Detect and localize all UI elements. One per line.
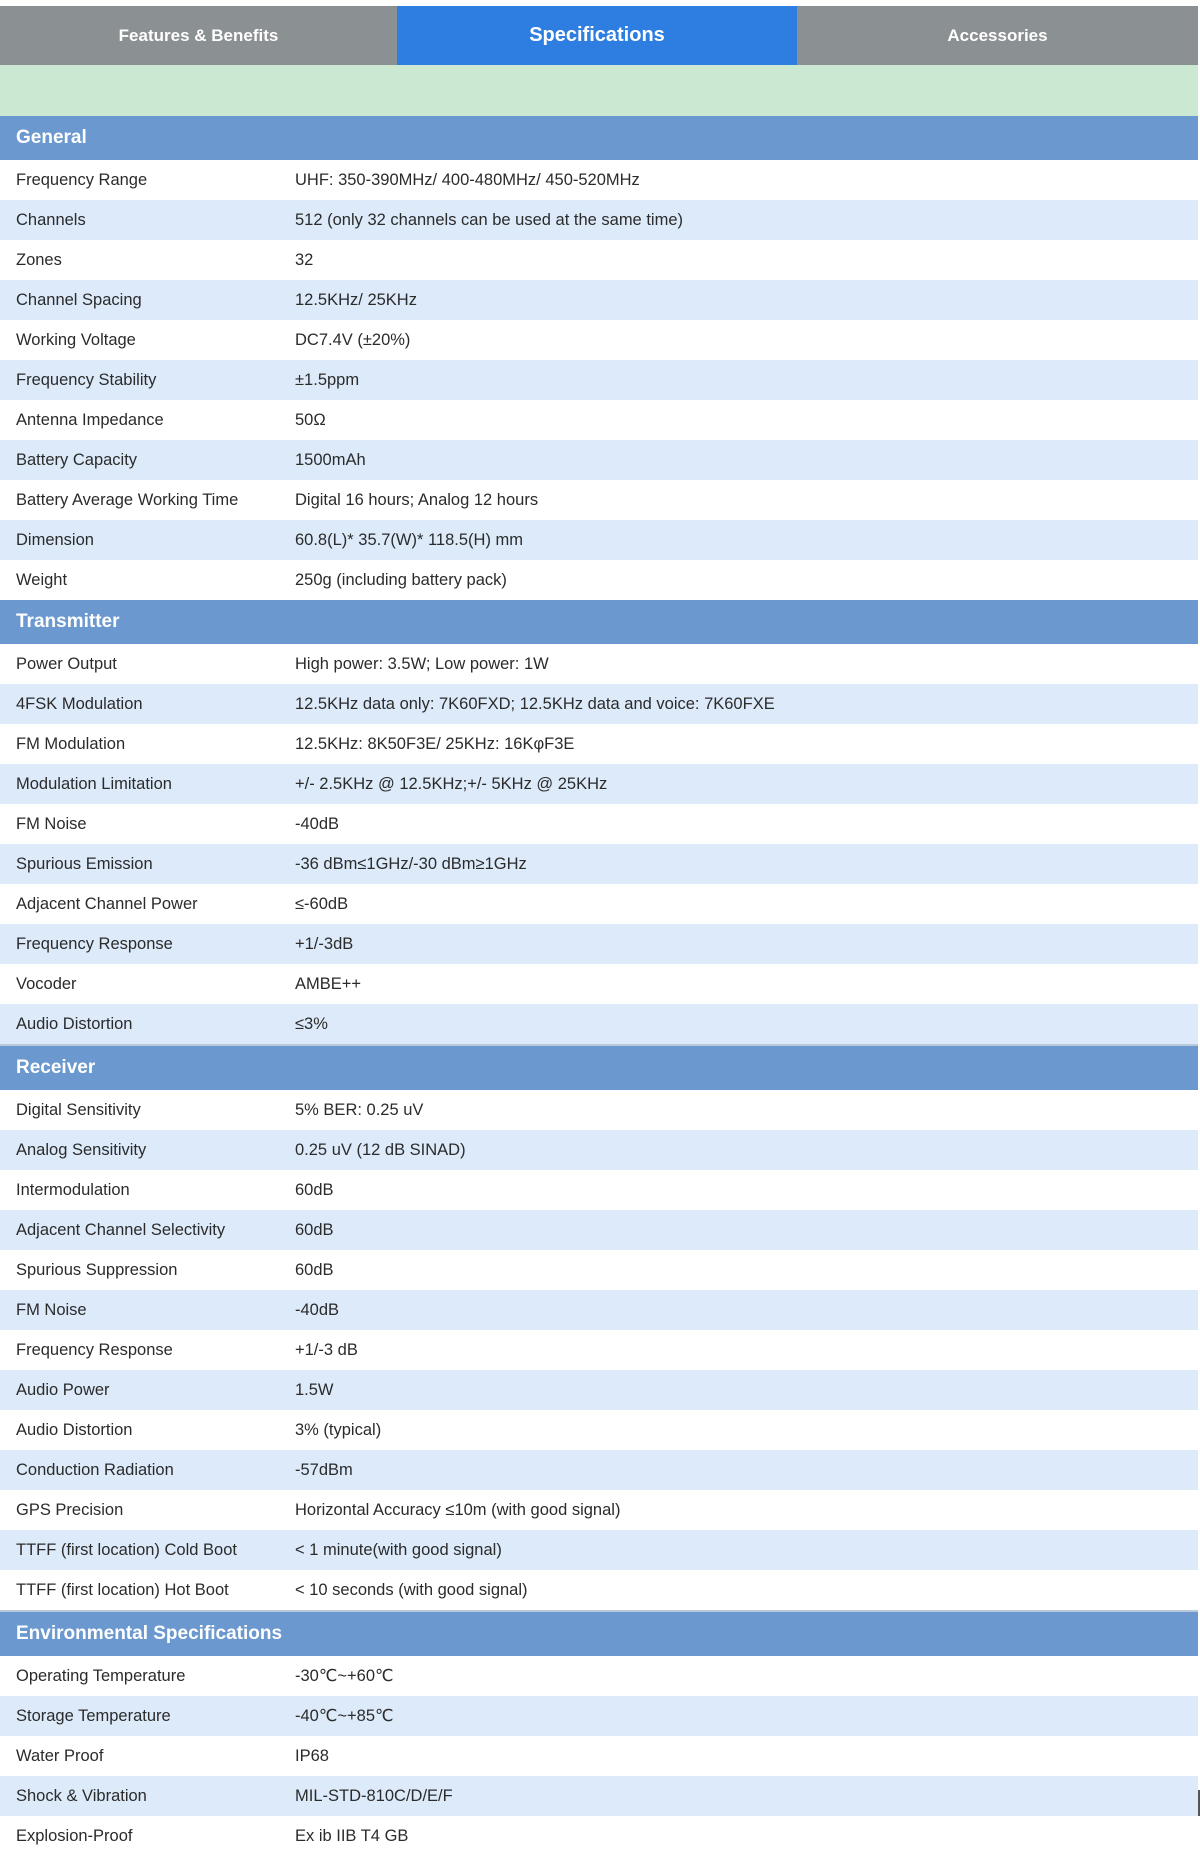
spec-label: Channel Spacing xyxy=(16,290,142,309)
spec-row xyxy=(0,724,1198,764)
spec-value: UHF: 350-390MHz/ 400-480MHz/ 450-520MHz xyxy=(295,170,640,189)
spec-label: TTFF (first location) Cold Boot xyxy=(16,1540,237,1559)
spec-label: Spurious Emission xyxy=(16,854,153,873)
spec-label: Frequency Response xyxy=(16,934,173,953)
section-header: Environmental Specifications xyxy=(0,1612,1198,1656)
spec-value: High power: 3.5W; Low power: 1W xyxy=(295,654,549,673)
spec-label: TTFF (first location) Hot Boot xyxy=(16,1580,229,1599)
spec-label: 4FSK Modulation xyxy=(16,694,143,713)
section-header: Receiver xyxy=(0,1046,1198,1090)
spec-row xyxy=(0,684,1198,724)
spec-row xyxy=(0,400,1198,440)
spec-value: 60dB xyxy=(295,1260,334,1279)
tab-features-benefits[interactable]: Features & Benefits xyxy=(0,6,397,65)
spec-label: Audio Power xyxy=(16,1380,110,1399)
spec-row xyxy=(0,844,1198,884)
spec-label: Frequency Range xyxy=(16,170,148,189)
spec-row xyxy=(0,1250,1198,1290)
spec-value: ±1.5ppm xyxy=(295,370,360,389)
spec-row xyxy=(0,884,1198,924)
spec-value: 12.5KHz/ 25KHz xyxy=(295,290,417,309)
spec-row xyxy=(0,320,1198,360)
spec-label: FM Noise xyxy=(16,1300,87,1319)
spec-value: 250g (including battery pack) xyxy=(295,570,507,589)
spec-label: Intermodulation xyxy=(16,1180,130,1199)
tab-bar xyxy=(0,6,1198,65)
spec-value: 3% (typical) xyxy=(295,1420,382,1439)
spec-value: -36 dBm≤1GHz/-30 dBm≥1GHz xyxy=(295,854,527,873)
spec-row xyxy=(0,924,1198,964)
spec-value: -57dBm xyxy=(295,1460,353,1479)
spec-row xyxy=(0,644,1198,684)
spec-value: -40dB xyxy=(295,814,340,833)
spec-value: -40dB xyxy=(295,1300,340,1319)
tab-content-band xyxy=(0,65,1198,116)
spec-row xyxy=(0,280,1198,320)
spec-value: 12.5KHz: 8K50F3E/ 25KHz: 16KφF3E xyxy=(295,734,575,753)
spec-value: IP68 xyxy=(295,1746,329,1765)
spec-row xyxy=(0,1410,1198,1450)
spec-label: Antenna Impedance xyxy=(16,410,164,429)
section-rows xyxy=(0,644,1198,1044)
spec-table xyxy=(0,116,1198,1856)
spec-row xyxy=(0,520,1198,560)
spec-label: Water Proof xyxy=(16,1746,104,1765)
spec-label: Battery Average Working Time xyxy=(16,490,239,509)
spec-row xyxy=(0,1450,1198,1490)
section-rows xyxy=(0,160,1198,600)
spec-value: 32 xyxy=(295,250,314,269)
spec-value: Digital 16 hours; Analog 12 hours xyxy=(295,490,539,509)
spec-label: Zones xyxy=(16,250,62,269)
spec-label: Analog Sensitivity xyxy=(16,1140,147,1159)
spec-label: Modulation Limitation xyxy=(16,774,172,793)
section-header: Transmitter xyxy=(0,600,1198,644)
spec-row xyxy=(0,360,1198,400)
spec-row xyxy=(0,1656,1198,1696)
spec-row xyxy=(0,560,1198,600)
spec-row xyxy=(0,1570,1198,1610)
spec-value: ≤-60dB xyxy=(295,894,349,913)
tab-specifications[interactable]: Specifications xyxy=(397,6,797,65)
spec-value: MIL-STD-810C/D/E/F xyxy=(295,1786,453,1805)
spec-row xyxy=(0,440,1198,480)
spec-row xyxy=(0,1090,1198,1130)
spec-row xyxy=(0,764,1198,804)
spec-label: Dimension xyxy=(16,530,94,549)
spec-value: < 10 seconds (with good signal) xyxy=(295,1580,528,1599)
spec-value: 60.8(L)* 35.7(W)* 118.5(H) mm xyxy=(295,530,524,549)
spec-label: Power Output xyxy=(16,654,117,673)
spec-value: 50Ω xyxy=(295,410,326,429)
spec-row xyxy=(0,480,1198,520)
spec-row xyxy=(0,200,1198,240)
spec-value: < 1 minute(with good signal) xyxy=(295,1540,502,1559)
spec-row xyxy=(0,160,1198,200)
spec-label: Spurious Suppression xyxy=(16,1260,178,1279)
spec-row xyxy=(0,1170,1198,1210)
spec-row xyxy=(0,1530,1198,1570)
spec-label: GPS Precision xyxy=(16,1500,124,1519)
spec-row xyxy=(0,1776,1198,1816)
spec-value: 1500mAh xyxy=(295,450,366,469)
spec-label: Shock & Vibration xyxy=(16,1786,147,1805)
spec-label: Frequency Response xyxy=(16,1340,173,1359)
spec-row xyxy=(0,1330,1198,1370)
spec-value: +1/-3dB xyxy=(295,934,354,953)
spec-label: Digital Sensitivity xyxy=(16,1100,141,1119)
spec-value: 60dB xyxy=(295,1180,334,1199)
spec-value: +/- 2.5KHz @ 12.5KHz;+/- 5KHz @ 25KHz xyxy=(295,774,608,793)
spec-row xyxy=(0,964,1198,1004)
spec-row xyxy=(0,1210,1198,1250)
spec-row xyxy=(0,1370,1198,1410)
section-rows xyxy=(0,1656,1198,1856)
spec-value: 12.5KHz data only: 7K60FXD; 12.5KHz data and voice: 7K60FXE xyxy=(295,694,775,713)
spec-label: FM Noise xyxy=(16,814,87,833)
section-header: General xyxy=(0,116,1198,160)
spec-label: Explosion-Proof xyxy=(16,1826,133,1845)
section-rows xyxy=(0,1090,1198,1610)
spec-row xyxy=(0,1004,1198,1044)
spec-label: Audio Distortion xyxy=(16,1420,133,1439)
spec-value: 60dB xyxy=(295,1220,334,1239)
spec-label: Channels xyxy=(16,210,86,229)
spec-label: Storage Temperature xyxy=(16,1706,171,1725)
spec-row xyxy=(0,804,1198,844)
spec-label: Weight xyxy=(16,570,68,589)
spec-label: Frequency Stability xyxy=(16,370,157,389)
spec-value: Horizontal Accuracy ≤10m (with good signal) xyxy=(295,1500,621,1519)
spec-value: AMBE++ xyxy=(295,974,362,993)
spec-label: FM Modulation xyxy=(16,734,126,753)
spec-row xyxy=(0,1736,1198,1776)
tab-accessories[interactable]: Accessories xyxy=(797,6,1198,65)
spec-label: Vocoder xyxy=(16,974,77,993)
spec-label: Conduction Radiation xyxy=(16,1460,174,1479)
spec-value: +1/-3 dB xyxy=(295,1340,358,1359)
spec-label: Battery Capacity xyxy=(16,450,138,469)
spec-row xyxy=(0,240,1198,280)
spec-label: Adjacent Channel Selectivity xyxy=(16,1220,226,1239)
spec-row xyxy=(0,1696,1198,1736)
spec-value: -40℃~+85℃ xyxy=(295,1707,394,1725)
spec-value: 5% BER: 0.25 uV xyxy=(295,1100,424,1119)
spec-label: Adjacent Channel Power xyxy=(16,894,198,913)
spec-row xyxy=(0,1490,1198,1530)
spec-row xyxy=(0,1130,1198,1170)
spec-row xyxy=(0,1290,1198,1330)
spec-label: Working Voltage xyxy=(16,330,136,349)
spec-label: Audio Distortion xyxy=(16,1014,133,1033)
spec-value: ≤3% xyxy=(295,1014,328,1033)
spec-label: Operating Temperature xyxy=(16,1666,186,1685)
spec-value: -30℃~+60℃ xyxy=(295,1667,394,1685)
spec-value: 512 (only 32 channels can be used at the same time) xyxy=(295,210,683,229)
spec-value: Ex ib IIB T4 GB xyxy=(295,1826,409,1845)
spec-value: DC7.4V (±20%) xyxy=(295,330,411,349)
spec-value: 1.5W xyxy=(295,1380,334,1399)
spec-value: 0.25 uV (12 dB SINAD) xyxy=(295,1140,466,1159)
spec-row xyxy=(0,1816,1198,1856)
